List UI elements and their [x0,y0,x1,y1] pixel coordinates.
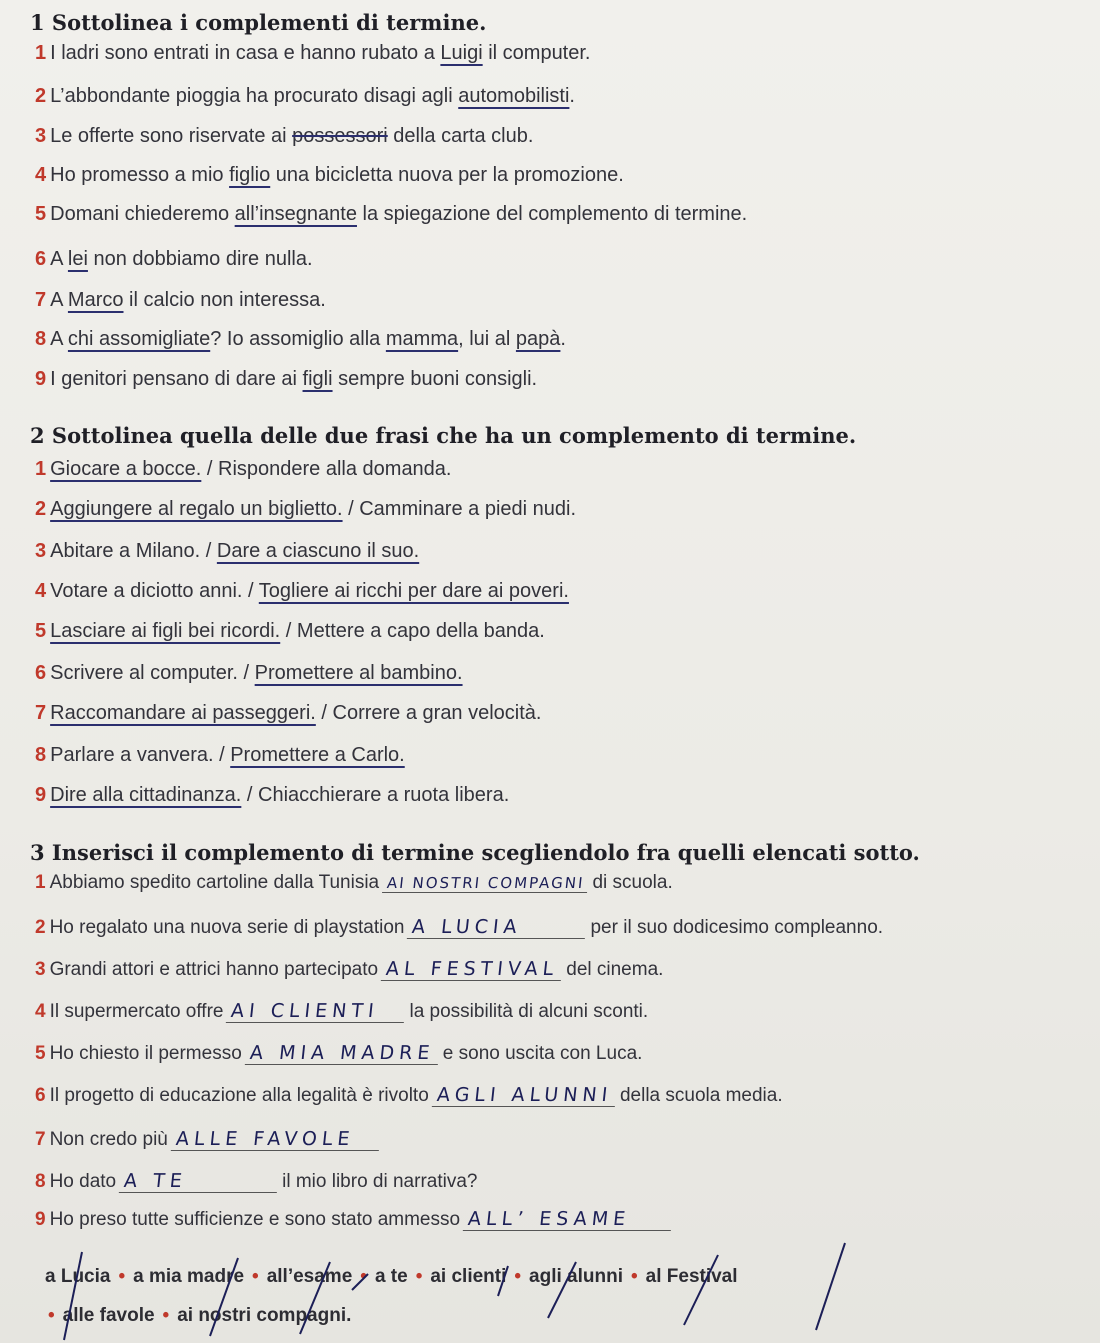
ex1-line-8: 8 A chi assomigliate? Io assomiglio alla mamma, lui al papà. [35,328,566,350]
ex2-line-1: 1 Giocare a bocce. / Rispondere alla domanda. [35,458,452,480]
ex2-line-8: 8 Parlare a vanvera. / Promettere a Carlo. [35,744,405,766]
ex1-line-4: 4 Ho promesso a mio figlio una bicicletta nuova per la promozione. [35,164,624,186]
exercise2-title: 2 Sottolinea quella delle due frasi che ha un complemento di termine. [30,423,857,448]
answer-handwriting: A MIA MADRE [245,1042,440,1065]
answer-handwriting: AI CLIENTI [226,1000,406,1023]
ex2-line-5: 5 Lasciare ai figli bei ricordi. / Mettere a capo della banda. [35,620,545,642]
ex3-line-5: 5 Ho chiesto il permesso A MIA MADRE e sono uscita con Luca. [35,1042,643,1064]
ex3-line-3: 3 Grandi attori e attrici hanno partecipato AL FESTIVAL del cinema. [35,958,664,980]
ex1-line-9: 9 I genitori pensano di dare ai figli sempre buoni consigli. [35,368,538,390]
answer-handwriting: AL FESTIVAL [381,958,564,981]
answer-handwriting: ALLE FAVOLE [171,1128,381,1151]
ex3-line-9: 9 Ho preso tutte sufficienze e sono stato ammesso ALL’ ESAME [35,1208,676,1231]
ex3-line-7: 7 Non credo più ALLE FAVOLE [35,1128,384,1151]
answer-handwriting: ALL’ ESAME [463,1208,673,1231]
ex2-line-6: 6 Scrivere al computer. / Promettere al bambino. [35,662,463,684]
answer-handwriting: A LUCIA [407,916,587,939]
ex3-line-4: 4 Il supermercato offre AI CLIENTI la possibilità di alcuni sconti. [35,1000,649,1022]
ex3-line-6: 6 Il progetto di educazione alla legalità è rivolto AGLI ALUNNI della scuola media. [35,1084,783,1106]
answer-handwriting: AI NOSTRI COMPAGNI [382,874,589,893]
ex1-line-1: 1 I ladri sono entrati in casa e hanno rubato a Luigi il computer. [35,42,591,64]
answer-handwriting: AGLI ALUNNI [432,1084,618,1107]
word-bank-line-1: a Lucia • a mia madre • all’esame • a te • ai clienti • agli alunni • al Festival [45,1266,738,1287]
ex1-line-6: 6 A lei non dobbiamo dire nulla. [35,248,313,270]
ex2-line-7: 7 Raccomandare ai passeggeri. / Correre a gran velocità. [35,702,542,724]
ex3-line-2: 2 Ho regalato una nuova serie di playstation A LUCIA per il suo dodicesimo compleanno. [35,916,884,938]
ex1-line-5: 5 Domani chiederemo all’insegnante la spiegazione del complemento di termine. [35,203,748,225]
ex2-line-9: 9 Dire alla cittadinanza. / Chiacchierare a ruota libera. [35,784,510,806]
ex3-line-1: 1 Abbiamo spedito cartoline dalla Tunisia AI NOSTRI COMPAGNI di scuola. [35,872,673,893]
ex1-line-3: 3 Le offerte sono riservate ai possessori della carta club. [35,125,534,147]
pen-slash [816,1243,845,1330]
ex1-line-2: 2 L’abbondante pioggia ha procurato disagi agli automobilisti. [35,85,575,107]
ex1-line-7: 7 A Marco il calcio non interessa. [35,289,326,311]
exercise3-title: 3 Inserisci il complemento di termine scegliendolo fra quelli elencati sotto. [30,840,920,865]
ex2-line-3: 3 Abitare a Milano. / Dare a ciascuno il suo. [35,540,420,562]
ex2-line-4: 4 Votare a diciotto anni. / Togliere ai ricchi per dare ai poveri. [35,580,569,602]
ex2-line-2: 2 Aggiungere al regalo un biglietto. / Camminare a piedi nudi. [35,498,577,520]
ex3-line-8: 8 Ho dato A TE il mio libro di narrativa? [35,1170,478,1192]
word-bank-line-2: • alle favole • ai nostri compagni. [48,1305,352,1326]
answer-handwriting: A TE [119,1170,279,1193]
exercise1-title: 1 Sottolinea i complementi di termine. [30,10,487,35]
